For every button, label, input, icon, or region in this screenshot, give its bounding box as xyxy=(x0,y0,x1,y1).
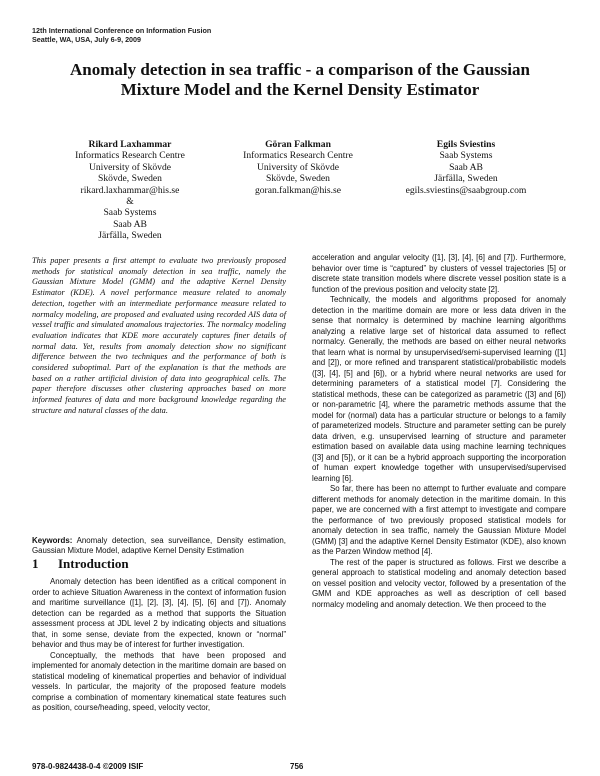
paper-title: Anomaly detection in sea traffic - a comparison of the Gaussian Mixture Model and the Kernel Density Estimator xyxy=(70,60,530,99)
conference-header xyxy=(32,26,211,44)
author-3 xyxy=(372,139,560,196)
author-affiliation-line: & xyxy=(126,196,134,208)
author-affiliation-line: Järfälla, Sweden xyxy=(434,173,498,185)
paragraph: acceleration and angular velocity ([1], [3], [4], [6] and [7]). Furthermore, behavior over time is “captured” by clusters of vessel trajectories [5] or discrete state transition models where discrete vessel position state is a function of the previous position and velocity state [2]. xyxy=(312,253,566,294)
author-affiliation-line: Skövde, Sweden xyxy=(266,173,330,185)
author-affiliation-line: Informatics Research Centre xyxy=(243,150,353,162)
author-affiliation-line: Saab Systems xyxy=(103,207,157,219)
author-name: Rikard Laxhammar xyxy=(88,139,172,150)
paragraph: Conceptually, the methods that have been proposed and implemented for anomaly detection in the maritime domain are based on statistical modeling of kinematical properties and behavior of individual vessels. In particular, the majority of the proposed feature models comprise a combination of momentary kinematical state features such as position, course/heading, speed, velocity vector, xyxy=(32,650,286,712)
conference-location-date: Seattle, WA, USA, July 6-9, 2009 xyxy=(32,35,142,44)
author-affiliation-line: Saab AB xyxy=(113,218,147,230)
author-affiliation-line: University of Skövde xyxy=(256,161,340,173)
paragraph: Anomaly detection has been identified as a critical component in order to achieve Situation Awareness in the context of information fusion and maritime surveillance ([1], [2], [3], [4], [5], [6] and [7]). Anomaly detection can be regarded as a method that supports the Situation assessment process at JDL level 2 by indicating objects and situations that, in some sense, deviate from the expected, known or “normal” behavior and thus may be of interest for further investigation. xyxy=(32,577,286,649)
author-email: egils.sviestins@saabgroup.com xyxy=(405,184,527,196)
author-affiliation-line: Informatics Research Centre xyxy=(75,150,185,162)
author-name: Egils Sviestins xyxy=(436,139,496,150)
section-title: Introduction xyxy=(58,556,129,571)
author-1 xyxy=(40,139,220,242)
author-email: goran.falkman@his.se xyxy=(254,184,342,196)
author-affiliation-line: Saab Systems xyxy=(439,150,493,162)
author-affiliation-line: Järfälla, Sweden xyxy=(98,230,162,242)
keywords-text: Anomaly detection, sea surveillance, Density estimation, Gaussian Mixture Model, adaptive Kernel Density Estimation xyxy=(32,536,286,556)
section-number: 1 xyxy=(32,556,39,571)
author-affiliation-line: Skövde, Sweden xyxy=(98,173,162,185)
left-column-body xyxy=(32,577,286,714)
author-affiliation-line: University of Skövde xyxy=(88,161,172,173)
paragraph: So far, there has been no attempt to further evaluate and compare different methods for anomaly detection in the maritime domain. In this paper, we are concerned with a first attempt to investigate and compare the performance of two previously proposed statistical models for anomaly detection in sea traffic, namely the Gaussian Mixture Model (GMM) [3] and the adaptive Kernel Density Estimator (KDE), also known as the Parzen Window method [4]. xyxy=(312,484,566,556)
section-heading xyxy=(32,556,129,572)
page-number: 756 xyxy=(290,762,304,771)
author-name: Göran Falkman xyxy=(265,139,331,150)
conference-name: 12th International Conference on Information Fusion xyxy=(32,26,212,35)
abstract: This paper presents a first attempt to evaluate two previously proposed methods for statistical anomaly detection in sea traffic, namely the Gaussian Mixture Model (GMM) and the adaptive Kernel Density Estimator (KDE). A novel performance measure related to anomaly detection, together with an intermediate performance measure related to normalcy modeling, are proposed and evaluated using recorded AIS data of vessel traffic and simulated anomalous trajectories. The normalcy modeling evaluation indicates that KDE more accurately captures finer details of normal data. Yet, results from anomaly detection show no significant difference between the two techniques and the performance of both is considered suboptimal. Part of the explanation is that the methods are based on a rather artificial division of data into geographical cells. The paper therefore discusses other clustering approaches based on more informed features of data and more background knowledge regarding the structure and natural classes of the data. xyxy=(32,256,286,415)
paragraph: The rest of the paper is structured as follows. First we describe a general approach to statistical modeling and anomaly detection based on vessel position and velocity vector, followed by a presentation of the GMM and KDE approaches as well as description of cell based normalcy modeling and anomaly detection. We then proceed to the xyxy=(312,557,566,609)
author-2 xyxy=(208,139,388,196)
paragraph: Technically, the models and algorithms proposed for anomaly detection in the maritime domain are more or less data driven in the sense that normalcy is determined by machine learning algorithms analyzing a relative large set of historical data assumed to reflect normalcy. Generally, the methods are based on either neural networks that learn what is normal by unsupervised/semi-supervised learning ([1] and [2]), or more refined and transparent statistical/probabilistic models ([3], [4], [5] and [6]), or a hybrid where neural networks are used for determining parameters of a statistical model [7]. Considering the statistical methods, these can be categorized as parametric ([3] and [6]) or non-parametric [4], where the parametric methods assume that the model for (normal) data has a particular structure or belongs to a family of parameterized models. Structure and parameter setting can be purely data driven, e.g. unsupervised learning of structure and parameter estimation based on available data using machine learning techniques ([3] and [5]), or it can be a hybrid approach supporting the incorporation of human expert knowledge together with unsupervised/supervised learning [6]. xyxy=(312,295,566,483)
keywords xyxy=(32,536,286,557)
author-affiliation-line: Saab AB xyxy=(449,161,483,173)
footer-isbn: 978-0-9824438-0-4 ©2009 ISIF xyxy=(32,762,144,771)
right-column-body xyxy=(312,253,566,610)
keywords-label: Keywords: xyxy=(32,536,73,545)
author-email: rikard.laxhammar@his.se xyxy=(80,184,180,196)
